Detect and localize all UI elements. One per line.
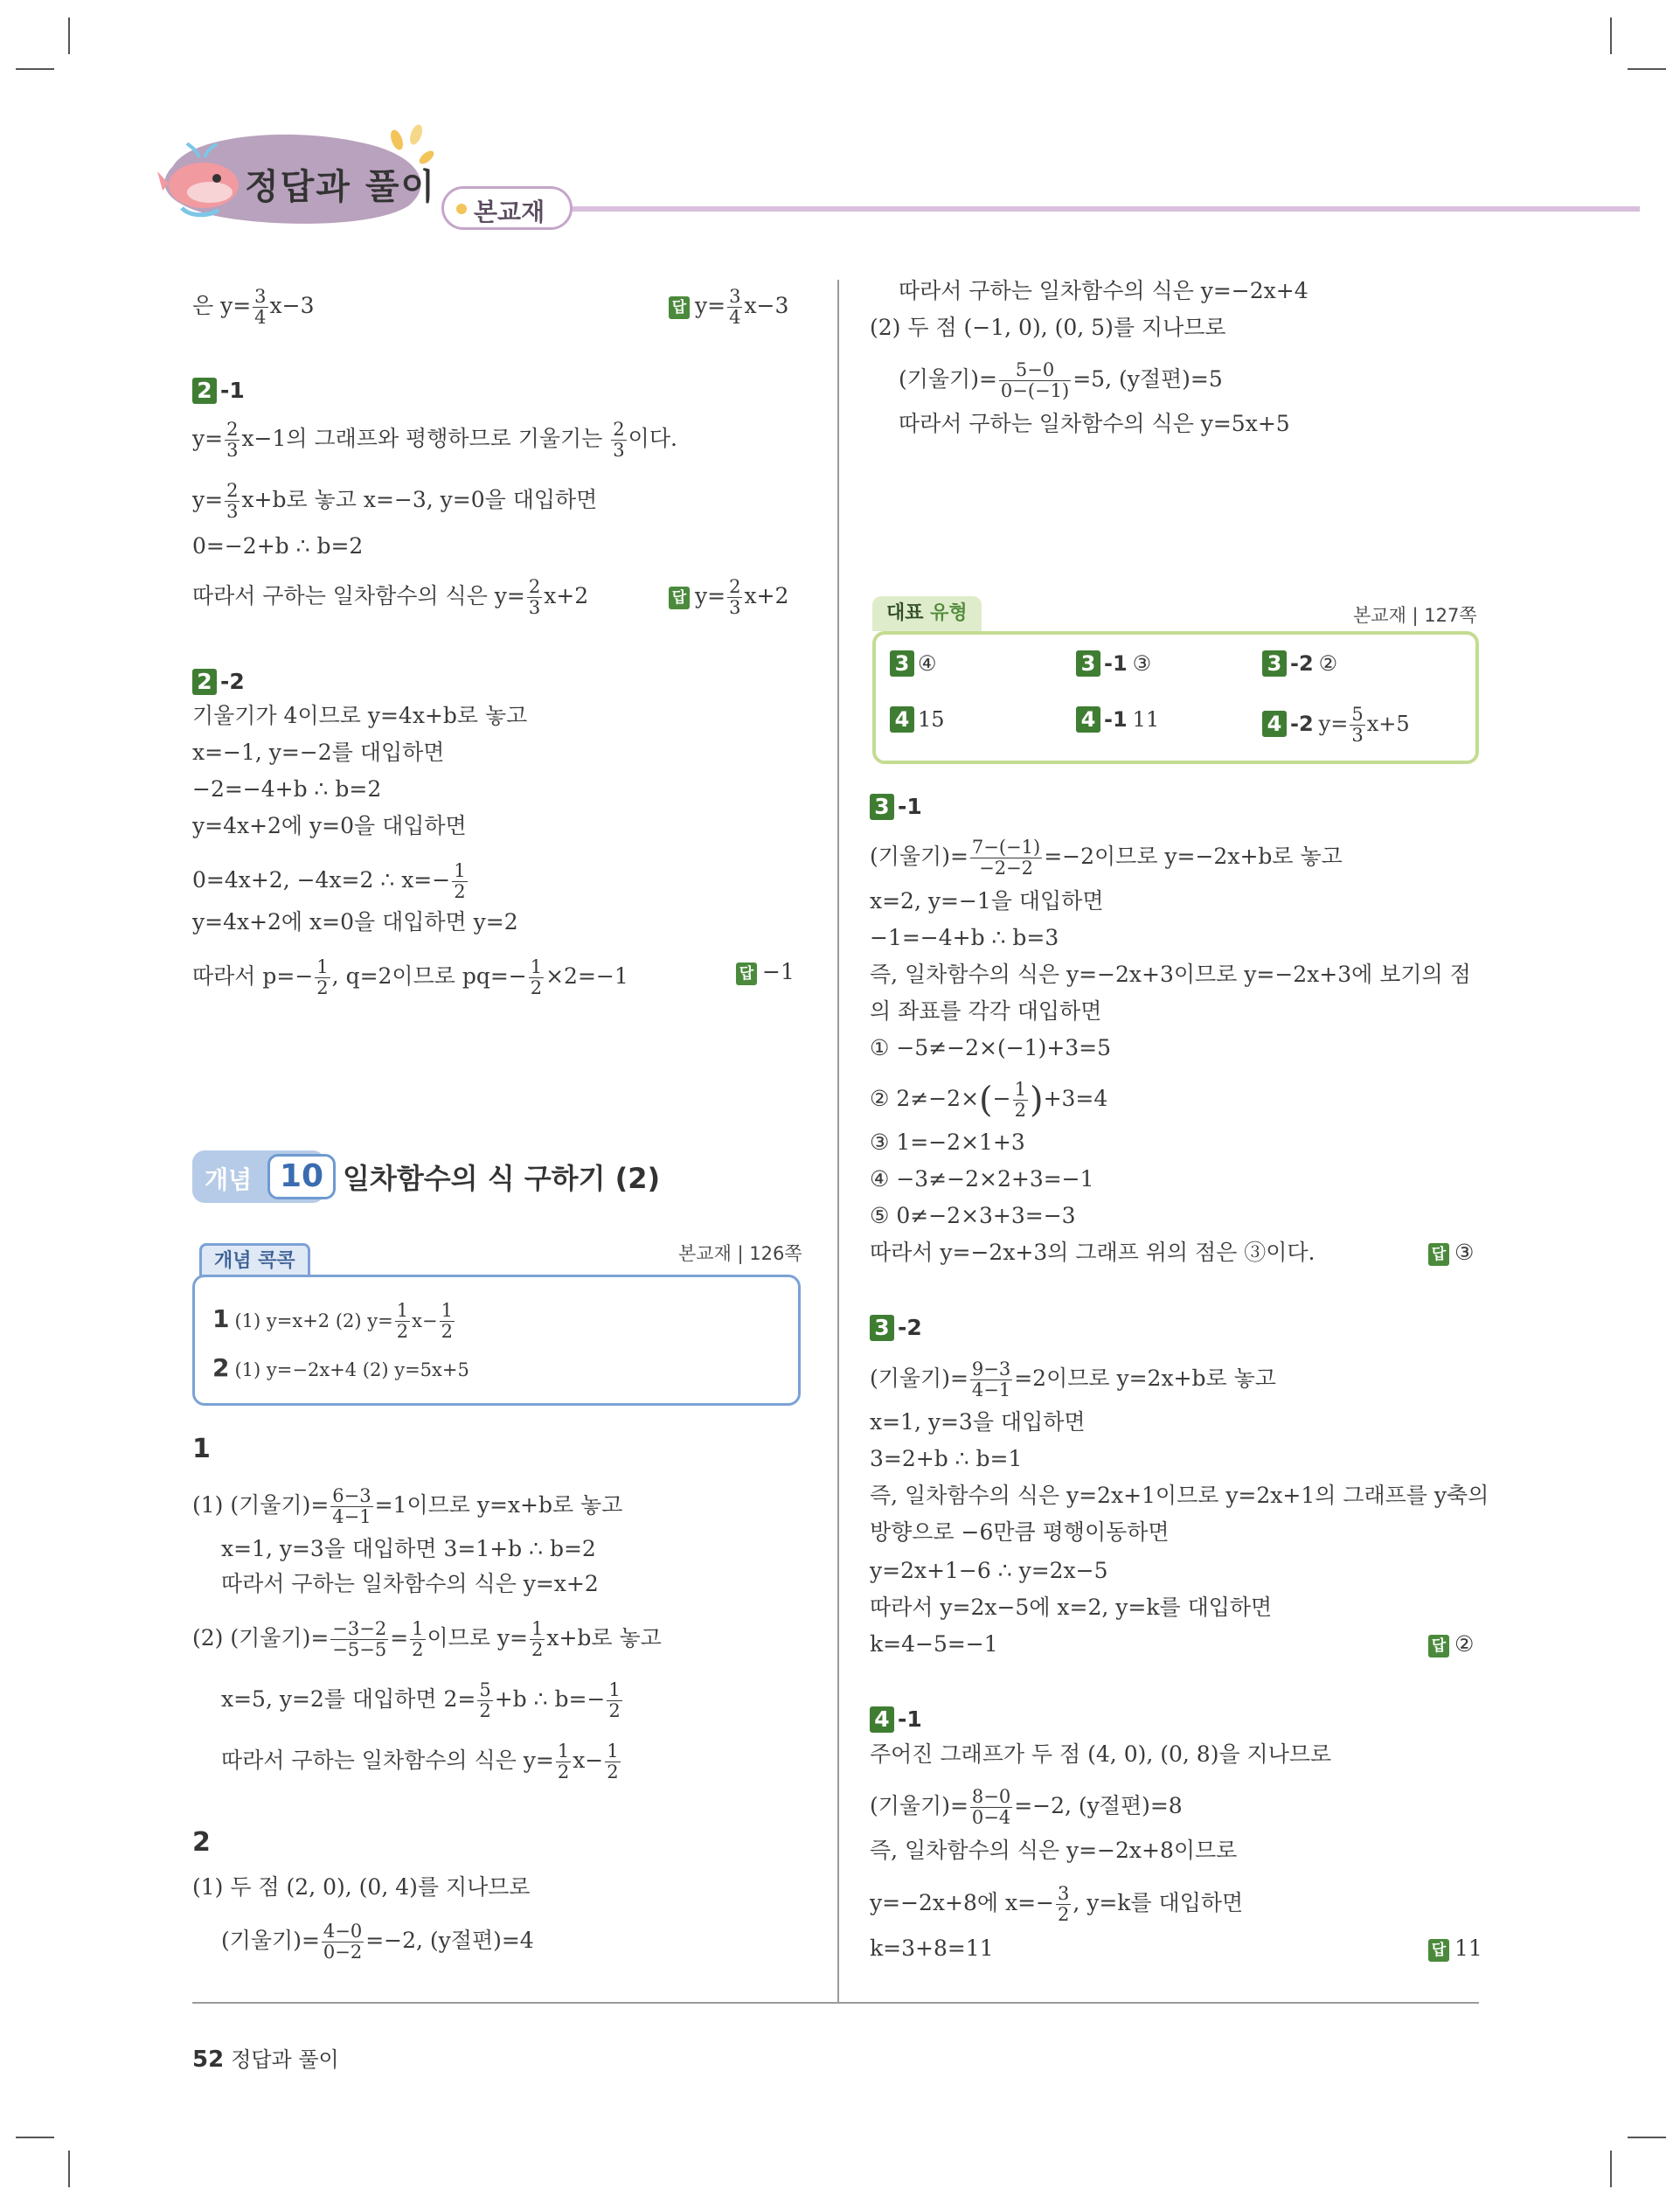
solution-line: k=4−5=−1 bbox=[870, 1631, 998, 1657]
page-footer bbox=[192, 2042, 339, 2073]
solution-line: 0=−2+b ∴ b=2 bbox=[192, 533, 364, 559]
answer-mark-icon: 답 bbox=[1428, 1635, 1449, 1657]
rep-answer-item: 4 -2 y= $\frac{5}{3}$ x+5 bbox=[1262, 705, 1410, 746]
answer-mark-icon: 답 bbox=[736, 963, 757, 985]
solution-line: (기울기)= $\frac{9-3}{4-1}$ =2이므로 y=2x+b로 놓고 bbox=[870, 1359, 1276, 1400]
header-rule bbox=[568, 206, 1640, 212]
solution-line: 기울기가 4이므로 y=4x+b로 놓고 bbox=[192, 703, 528, 728]
bullet-icon bbox=[456, 204, 467, 214]
solution-line: ⑤ 0≠−2×3+3=−3 bbox=[870, 1203, 1076, 1228]
solution-line: x=−1, y=−2를 대입하면 bbox=[192, 740, 445, 765]
column-divider bbox=[837, 280, 839, 2002]
check-row: 1 (1) y=x+2 (2) y= $\frac{1}{2}$ x− $\frac{1}{2}$ bbox=[212, 1300, 453, 1342]
solution-line: y=−2x+8에 x=− $\frac{3}{2}$ , y=k를 대입하면 bbox=[870, 1883, 1244, 1925]
solution-line: ③ 1=−2×1+3 bbox=[870, 1129, 1025, 1155]
continued-line: 은 y= $\frac{3}{4}$ x−3 bbox=[192, 286, 315, 328]
concept-badge: 개념 10 bbox=[192, 1150, 325, 1203]
solution-line: x=5, y=2를 대입하면 2= $\frac{5}{2}$ +b ∴ b=− $\frac{1}{2}$ bbox=[221, 1679, 621, 1721]
problem-number: 1 bbox=[192, 1434, 211, 1464]
solution-line: x=2, y=−1을 대입하면 bbox=[870, 888, 1104, 914]
rep-answer-item: 4 15 bbox=[890, 705, 945, 734]
solution-line: 따라서 y=−2x+3의 그래프 위의 점은 ③이다. bbox=[870, 1240, 1316, 1265]
solution-line: 따라서 구하는 일차함수의 식은 y=x+2 bbox=[221, 1571, 599, 1596]
solution-line: (1) 두 점 (2, 0), (0, 4)를 지나므로 bbox=[192, 1874, 531, 1900]
solution-line: y= $\frac{2}{3}$ x−1의 그래프와 평행하므로 기울기는 $\frac{2}{3}$ 이다. bbox=[192, 419, 677, 461]
solution-line: y=4x+2에 x=0을 대입하면 y=2 bbox=[192, 909, 518, 935]
answer: 답 y= $\frac{3}{4}$ x−3 bbox=[669, 287, 788, 328]
check-box-tab: 개념 콕콕 bbox=[199, 1243, 310, 1277]
concept-title: 일차함수의 식 구하기 (2) bbox=[343, 1162, 661, 1195]
source-reference: 본교재 | 126쪽 bbox=[678, 1243, 802, 1264]
solution-line: 따라서 y=2x−5에 x=2, y=k를 대입하면 bbox=[870, 1595, 1273, 1620]
bottom-rule bbox=[192, 2002, 1479, 2004]
crop-mark bbox=[68, 2151, 70, 2187]
problem-tag: 2 -1 bbox=[192, 376, 245, 406]
crop-mark bbox=[16, 68, 54, 70]
solution-line: y=2x+1−6 ∴ y=2x−5 bbox=[870, 1558, 1108, 1583]
footer-label: 정답과 풀이 bbox=[231, 2047, 339, 2072]
solution-line: 주어진 그래프가 두 점 (4, 0), (0, 8)을 지나므로 bbox=[870, 1741, 1332, 1767]
rep-answer-item: 3 ④ bbox=[890, 649, 937, 678]
header-tag-label: 본교재 bbox=[474, 198, 545, 226]
solution-line: 즉, 일차함수의 식은 y=2x+1이므로 y=2x+1의 그래프를 y축의 bbox=[870, 1483, 1489, 1508]
solution-line: x=1, y=3을 대입하면 3=1+b ∴ b=2 bbox=[221, 1536, 596, 1561]
solution-line: (2) 두 점 (−1, 0), (0, 5)를 지나므로 bbox=[870, 315, 1226, 340]
solution-line: 따라서 구하는 일차함수의 식은 y= $\frac{2}{3}$ x+2 bbox=[192, 576, 589, 618]
answer: 답 y= $\frac{2}{3}$ x+2 bbox=[669, 577, 788, 618]
solution-line: −1=−4+b ∴ b=3 bbox=[870, 925, 1059, 950]
solution-line: −2=−4+b ∴ b=2 bbox=[192, 776, 382, 802]
problem-tag: 4 -1 bbox=[870, 1705, 922, 1734]
answer: 답 ③ bbox=[1428, 1238, 1474, 1268]
crop-mark bbox=[16, 2137, 54, 2138]
answer-mark-icon: 답 bbox=[669, 587, 690, 609]
answer-mark-icon: 답 bbox=[669, 296, 690, 319]
solution-line: ① −5≠−2×(−1)+3=5 bbox=[870, 1035, 1112, 1060]
solution-line: 따라서 구하는 일차함수의 식은 y= $\frac{1}{2}$ x− $\frac{1}{2}$ bbox=[221, 1741, 619, 1783]
problem-tag: 2 -2 bbox=[192, 667, 245, 697]
solution-line: x=1, y=3을 대입하면 bbox=[870, 1409, 1086, 1435]
solution-line: y=4x+2에 y=0을 대입하면 bbox=[192, 813, 467, 838]
concept-number: 10 bbox=[267, 1154, 336, 1199]
header-tag bbox=[441, 186, 573, 230]
solution-line: 방향으로 −6만큼 평행이동하면 bbox=[870, 1519, 1170, 1545]
solution-line: (기울기)= $\frac{8-0}{0-4}$ =−2, (y절편)=8 bbox=[870, 1786, 1183, 1828]
problem-number: 2 bbox=[192, 1827, 211, 1858]
solution-line: (기울기)= $\frac{5-0}{0-(-1)}$ =5, (y절편)=5 bbox=[899, 359, 1223, 401]
rep-box-tab: 대표 유형 bbox=[872, 596, 982, 631]
page-header-title: 정답과 풀이 bbox=[245, 167, 437, 207]
crop-mark bbox=[1628, 2137, 1666, 2138]
crop-mark bbox=[1610, 2151, 1612, 2187]
solution-line: 0=4x+2, −4x=2 ∴ x=− $\frac{1}{2}$ bbox=[192, 860, 466, 902]
solution-line: 따라서 p=− $\frac{1}{2}$ , q=2이므로 pq=− $\frac{1}{2}$ ×2=−1 bbox=[192, 956, 628, 998]
rep-answer-item: 3 -2 ② bbox=[1262, 649, 1337, 678]
crop-mark bbox=[1628, 68, 1666, 70]
crop-mark bbox=[1610, 17, 1612, 54]
answer: 답 11 bbox=[1428, 1934, 1482, 1963]
solution-line: 따라서 구하는 일차함수의 식은 y=−2x+4 bbox=[899, 278, 1309, 303]
answer-mark-icon: 답 bbox=[1428, 1243, 1449, 1266]
solution-line: (기울기)= $\frac{7-(-1)}{-2-2}$ =−2이므로 y=−2x+b로 놓고 bbox=[870, 837, 1343, 879]
rep-answer-item: 3 -1 ③ bbox=[1076, 649, 1151, 678]
solution-line: 3=2+b ∴ b=1 bbox=[870, 1446, 1023, 1471]
answer-mark-icon: 답 bbox=[1428, 1939, 1449, 1962]
whale-mascot-icon bbox=[156, 140, 252, 219]
solution-line: 의 좌표를 각각 대입하면 bbox=[870, 998, 1102, 1024]
solution-line: ④ −3≠−2×2+3=−1 bbox=[870, 1166, 1094, 1192]
solution-line: y= $\frac{2}{3}$ x+b로 놓고 x=−3, y=0을 대입하면 bbox=[192, 480, 598, 522]
source-reference: 본교재 | 127쪽 bbox=[1353, 605, 1477, 626]
solution-line: (기울기)= $\frac{4-0}{0-2}$ =−2, (y절편)=4 bbox=[221, 1921, 534, 1963]
solution-line: 즉, 일차함수의 식은 y=−2x+3이므로 y=−2x+3에 보기의 점 bbox=[870, 962, 1471, 987]
check-row: 2 (1) y=−2x+4 (2) y=5x+5 bbox=[212, 1353, 469, 1382]
solution-line: ② 2≠−2×(− $\frac{1}{2}$ )+3=4 bbox=[870, 1079, 1108, 1121]
rep-answer-item: 4 -1 11 bbox=[1076, 705, 1159, 734]
problem-tag: 3 -2 bbox=[870, 1313, 922, 1343]
solution-line: (2) (기울기)= $\frac{-3-2}{-5-5}$ = $\frac{1}{2}$ 이므로 y= $\frac{1}{2}$ x+b로 놓고 bbox=[192, 1618, 662, 1660]
crop-mark bbox=[68, 17, 70, 54]
solution-line: 따라서 구하는 일차함수의 식은 y=5x+5 bbox=[899, 411, 1290, 436]
page-number: 52 bbox=[192, 2047, 225, 2073]
answer: 답 ② bbox=[1428, 1630, 1474, 1659]
solution-line: k=3+8=11 bbox=[870, 1935, 994, 1961]
solution-line: (1) (기울기)= $\frac{6-3}{4-1}$ =1이므로 y=x+b로 놓고 bbox=[192, 1485, 623, 1527]
answer: 답 −1 bbox=[736, 957, 795, 987]
problem-tag: 3 -1 bbox=[870, 792, 922, 822]
solution-line: 즉, 일차함수의 식은 y=−2x+8이므로 bbox=[870, 1838, 1238, 1863]
